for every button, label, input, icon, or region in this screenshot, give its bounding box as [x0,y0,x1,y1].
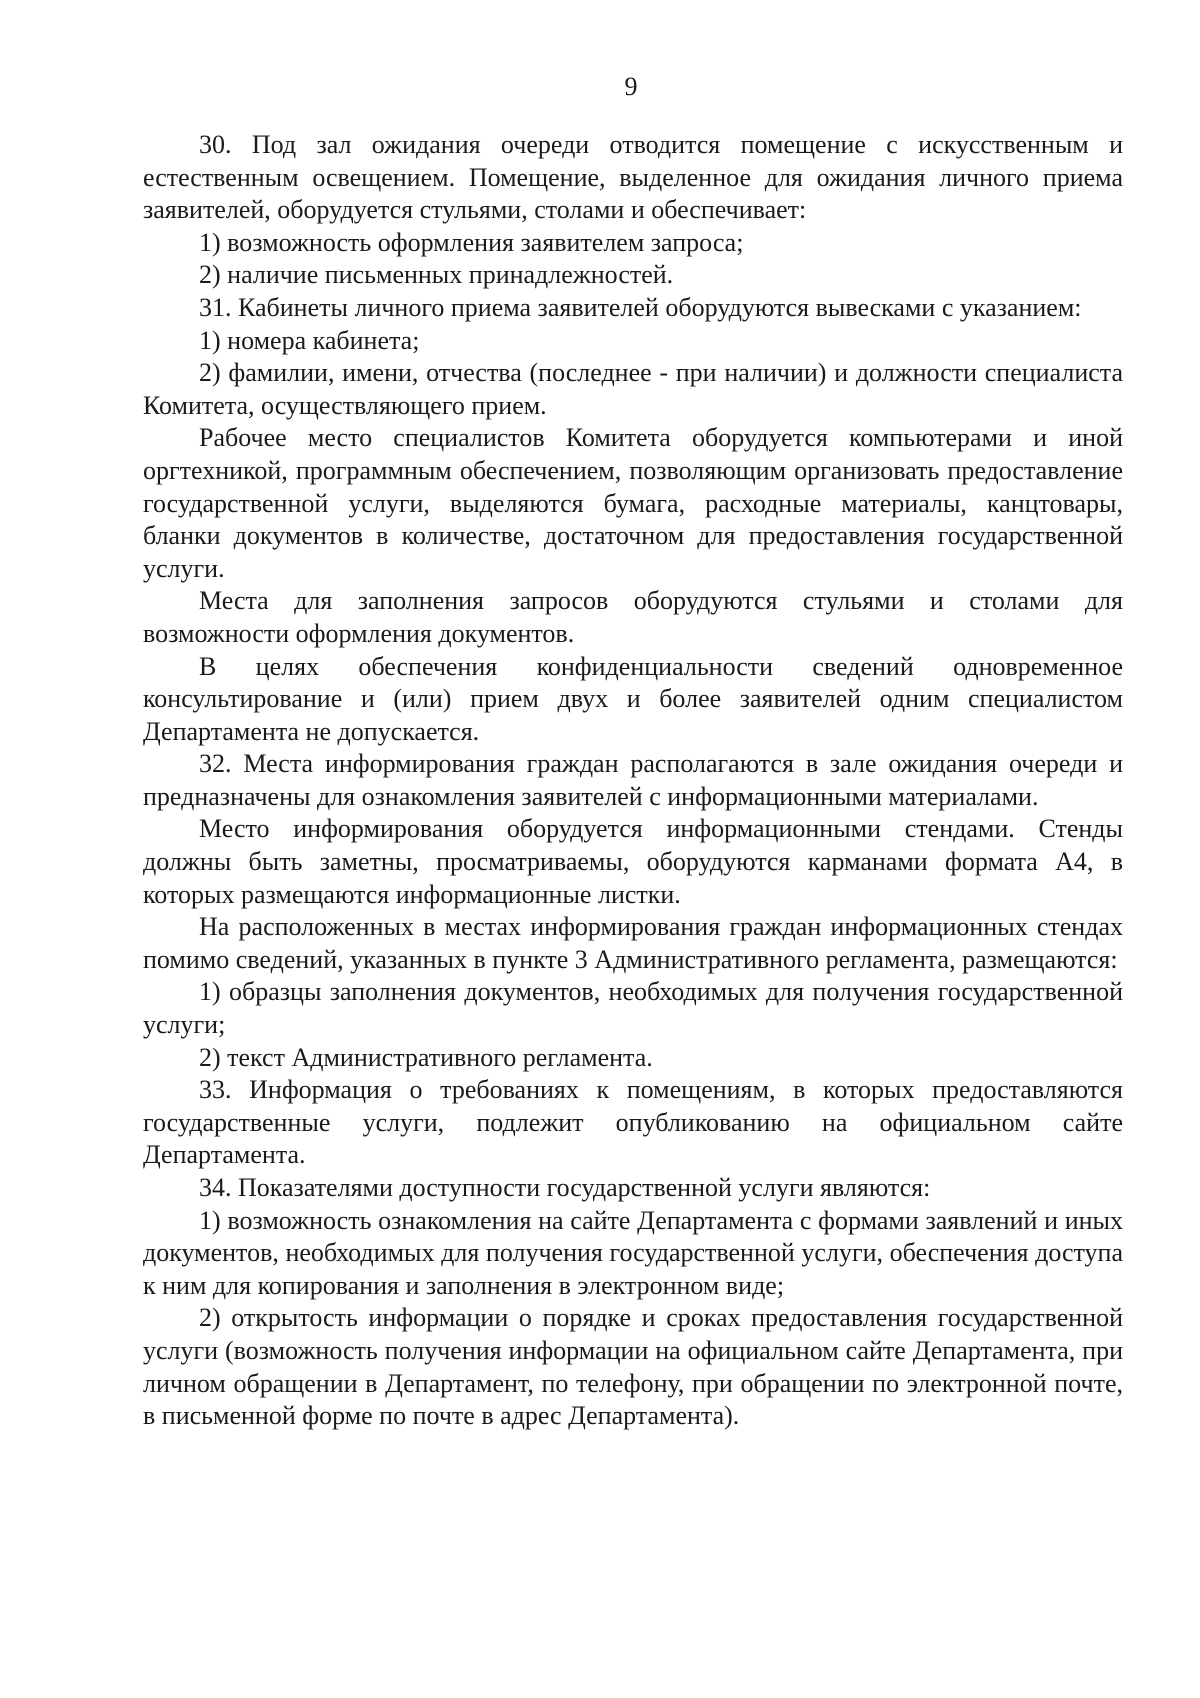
paragraph-confidentiality: В целях обеспечения конфиденциальности сведений одновременное консультирование и (или) прием двух и более заявителей одним специалистом Департамента не допускается. [143,651,1123,746]
page-number: 9 [624,72,638,101]
paragraph-stand-contents: На расположенных в местах информирования граждан информационных стендах помимо сведений, указанных в пункте 3 Административного регламента, размещаются: [143,912,1123,974]
paragraph-workplace: Рабочее место специалистов Комитета оборудуется компьютерами и иной оргтехникой, программным обеспечением, позволяющим организовать предоставление государственной услуги, выделяются бумага, расходные материалы, канцтовары, бланки документов в количестве, достаточном для предоставления государственной услуги. [143,423,1123,583]
list-item-30-2: 2) наличие письменных принадлежностей. [199,260,674,290]
document-body [143,129,1123,1433]
list-item-34-2: 2) открытость информации о порядке и сроках предоставления государственной услуги (возможность получения информации на официальном сайте Департамента, при личном обращении в Департамент, по телефону, при обращении по электронной почте, в письменной форме по почте в адрес Департамента). [143,1303,1123,1431]
list-item-30-1: 1) возможность оформления заявителем запроса; [199,227,744,257]
paragraph-info-stands: Место информирования оборудуется информационными стендами. Стенды должны быть заметны, просматриваемы, оборудуются карманами формата А4, в которых размещаются информационные листки. [143,814,1123,909]
paragraph-34: 34. Показателями доступности государственной услуги являются: [199,1173,931,1202]
paragraph-30: 30. Под зал ожидания очереди отводится помещение с искусственным и естественным освещением. Помещение, выделенное для ожидания личного приема заявителей, оборудуется стульями, столами и обеспечивает: [143,130,1123,225]
list-item-34-1: 1) возможность ознакомления на сайте Департамента с формами заявлений и иных документов, необходимых для получения государственной услуги, обеспечения доступа к ним для копирования и заполнения в электронном виде; [143,1205,1123,1300]
paragraph-request-places: Места для заполнения запросов оборудуются стульями и столами для возможности оформления документов. [143,586,1123,648]
list-item-stand-2: 2) текст Административного регламента. [199,1042,653,1072]
paragraph-31: 31. Кабинеты личного приема заявителей оборудуются вывесками с указанием: [199,292,1082,322]
list-item-31-2: 2) фамилии, имени, отчества (последнее - при наличии) и должности специалиста Комитета, осуществляющего прием. [143,358,1123,420]
paragraph-33: 33. Информация о требованиях к помещениям, в которых предоставляются государственные услуги, подлежит опубликованию на официальном сайте Департамента. [143,1075,1123,1170]
paragraph-32: 32. Места информирования граждан располагаются в зале ожидания очереди и предназначены для ознакомления заявителей с информационными материалами. [143,749,1123,811]
list-item-31-1: 1) номера кабинета; [199,325,420,355]
list-item-stand-1: 1) образцы заполнения документов, необходимых для получения государственной услуги; [143,977,1123,1040]
